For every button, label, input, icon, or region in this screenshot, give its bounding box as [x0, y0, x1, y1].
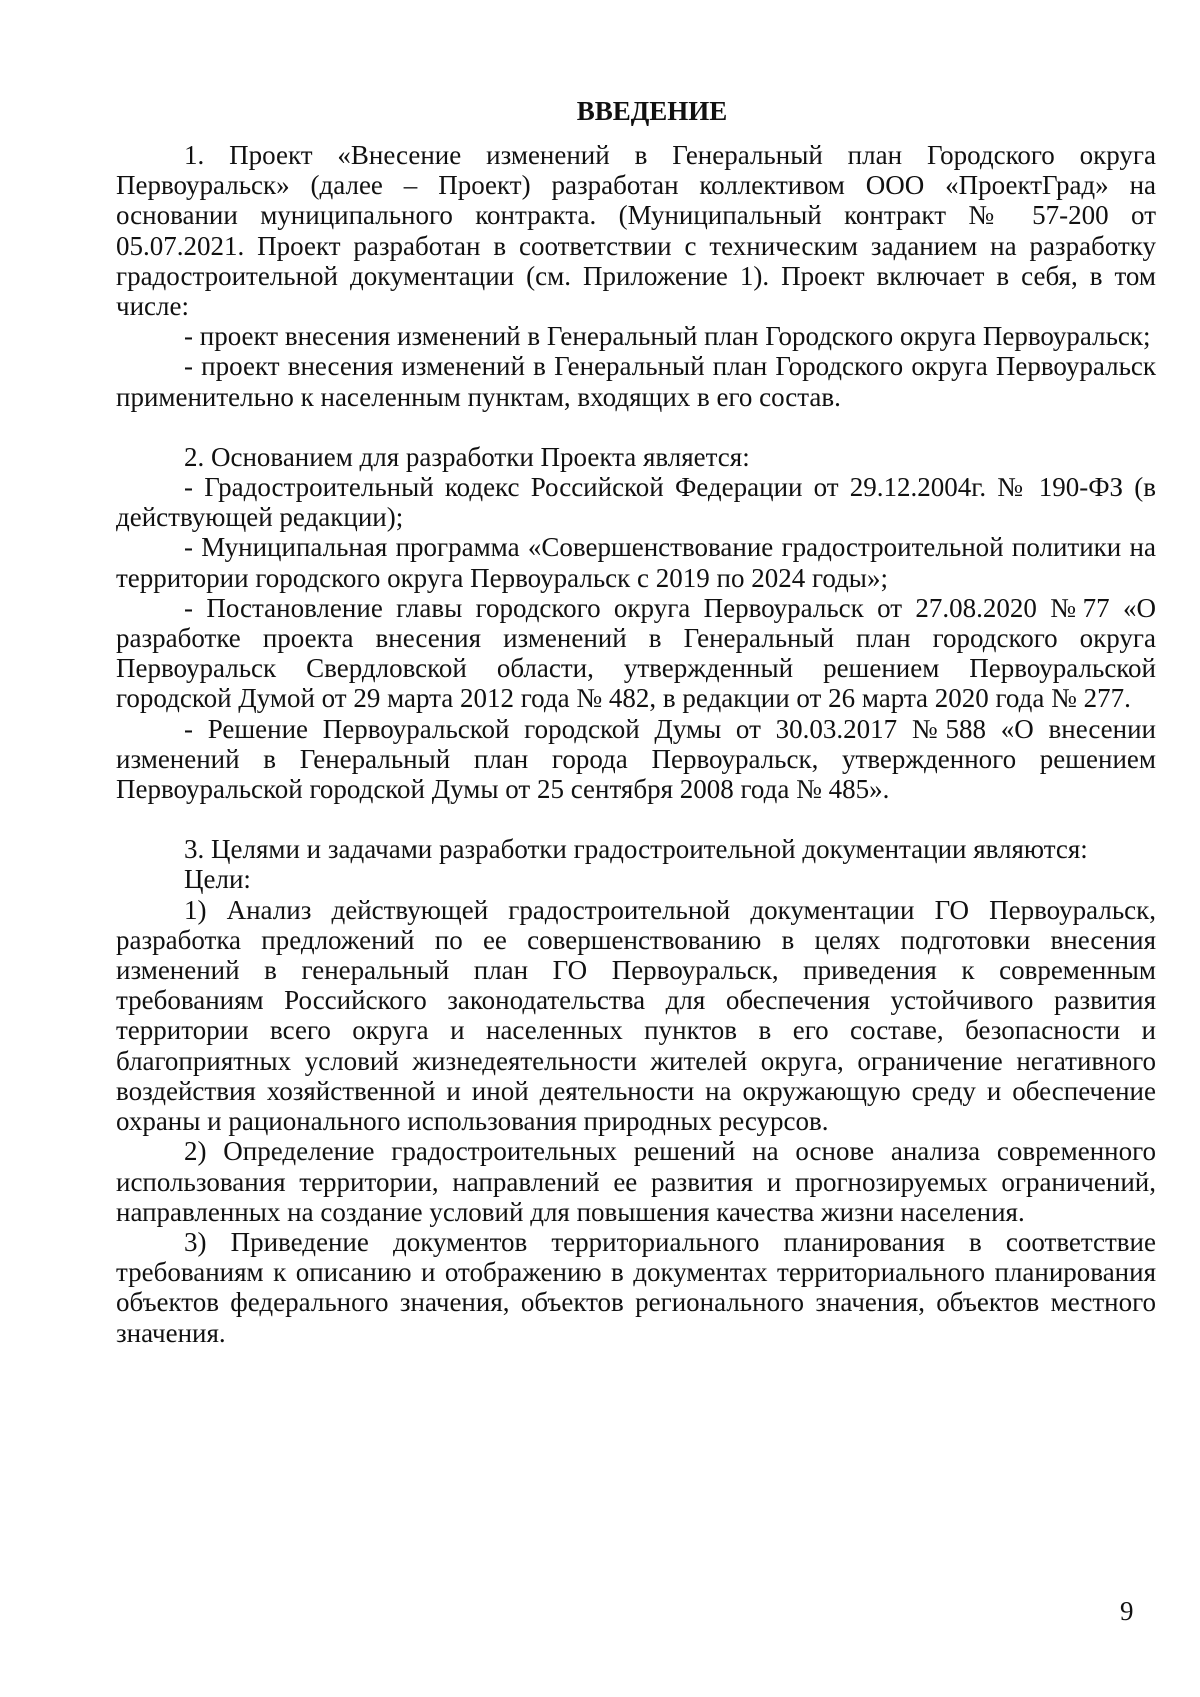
paragraph-spacer — [116, 804, 1156, 834]
list-item-2-4: - Решение Первоуральской городской Думы от 30.03.2017 №588 «О внесении изменений в Генеральный план города Первоуральск, утвержденного решением Первоуральской городской Думы от 25 сентября 2008 года № 485». — [116, 713, 1156, 805]
paragraph-2: 2. Основанием для разработки Проекта является: — [184, 441, 750, 472]
list-item-1-1: - проект внесения изменений в Генеральный план Городского округа Первоуральск; — [184, 321, 1151, 352]
goal-item-3: 3) Приведение документов территориального планирования в соответствие требованиям к описанию и отображению в документах территориального планирования объектов федерального значения, объектов регионального значения, объектов местного значения. — [116, 1226, 1156, 1348]
page-number: 9 — [1120, 1596, 1134, 1626]
paragraph-spacer — [116, 412, 1156, 442]
goal-item-2: 2) Определение градостроительных решений на основе анализа современного использования территории, направлений ее развития и прогнозируемых ограничений, направленных на создание условий для повышения качества жизни населения. — [116, 1136, 1156, 1227]
goals-label: Цели: — [184, 864, 251, 895]
paragraph-1: 1. Проект «Внесение изменений в Генеральный план Городского округа Первоуральск» (далее – Проект) разработан коллективом ООО «ПроектГрад» на основании муниципального контракта. (Муниципальный контракт № 57-200 от 05.07.2021. Проект разработан в соответствии с техническим заданием на разработку градостроительной документации (см. Приложение 1). Проект включает в себя, в том числе: — [116, 140, 1156, 322]
page-title: ВВЕДЕНИЕ — [576, 96, 728, 126]
list-item-1-2: - проект внесения изменений в Генеральный план Городского округа Первоуральск применительно к населенным пунктам, входящих в его состав. — [116, 351, 1156, 412]
list-item-2-1: - Градостроительный кодекс Российской Федерации от 29.12.2004г. № 190-ФЗ (в действующей редакции); — [116, 472, 1156, 533]
document-page — [116, 96, 1156, 1348]
goal-item-1: 1) Анализ действующей градостроительной документации ГО Первоуральск, разработка предложений по ее совершенствованию в целях подготовки внесения изменений в генеральный план ГО Первоуральск, приведения к современным требованиям Российского законодательства для обеспечения устойчивого развития территории всего округа и населенных пунктов в его составе, безопасности и благоприятных условий жизнедеятельности жителей округа, ограничение негативного воздействия хозяйственной и иной деятельности на окружающую среду и обеспечение охраны и рационального использования природных ресурсов. — [116, 894, 1156, 1137]
list-item-2-3: - Постановление главы городского округа Первоуральск от 27.08.2020 №77 «О разработке проекта внесения изменений в Генеральный план городского округа Первоуральск Свердловской области, утвержденный решением Первоуральской городской Думой от 29 марта 2012 года № 482, в редакции от 26 марта 2020 года № 277. — [116, 592, 1156, 714]
paragraph-3: 3. Целями и задачами разработки градостроительной документации являются: — [184, 834, 1088, 865]
list-item-2-2: - Муниципальная программа «Совершенствование градостроительной политики на территории городского округа Первоуральск с 2019 по 2024 годы»; — [116, 532, 1156, 593]
